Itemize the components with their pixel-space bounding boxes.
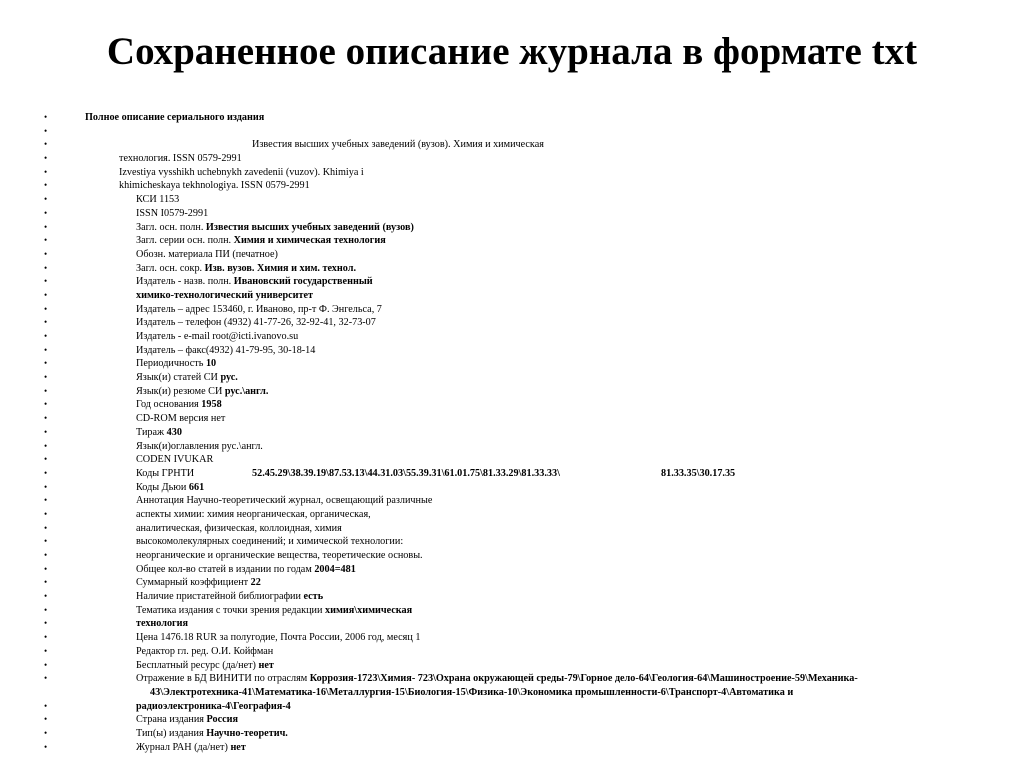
bullet-icon: •	[44, 153, 48, 164]
description-line	[0, 234, 1024, 248]
bullet-icon: •	[44, 207, 48, 218]
line-label: Издатель – телефон (4932) 41-77-26, 32-92-41, 32-73-07	[136, 317, 376, 329]
line-label: CODEN IVUKAR	[136, 454, 214, 466]
line-value: 52.45.29\38.39.19\87.53.13\44.31.03\55.39.31\61.01.75\81.33.29\81.33.33\	[252, 467, 560, 479]
line-text	[136, 193, 179, 207]
description-line	[0, 700, 1024, 714]
bullet-icon: •	[44, 289, 48, 300]
line-text	[136, 344, 315, 358]
description-line	[0, 426, 1024, 440]
bullet-icon: •	[44, 508, 48, 519]
bullet-icon: •	[44, 166, 48, 177]
line-text	[136, 713, 238, 727]
line-label: Известия высших учебных заведений (вузов). Химия и химическая	[252, 139, 544, 151]
line-value: 1958	[201, 399, 222, 411]
line-text	[136, 289, 313, 303]
description-line	[0, 453, 1024, 467]
bullet-icon: •	[44, 372, 48, 383]
bullet-icon: •	[44, 618, 48, 629]
line-text	[136, 303, 382, 317]
line-label: Отражение в БД ВИНИТИ по отраслям	[136, 673, 310, 685]
description-line	[0, 494, 1024, 508]
line-value: Полное описание сериального издания	[85, 112, 265, 123]
bullet-icon: •	[44, 645, 48, 656]
description-line	[0, 522, 1024, 536]
bullet-icon: •	[44, 577, 48, 588]
line-value: 430	[166, 426, 182, 438]
line-label: технология. ISSN 0579-2991	[119, 153, 242, 165]
bullet-icon: •	[44, 248, 48, 259]
line-text	[136, 453, 213, 467]
line-value: 43\Электротехника-41\Математика-16\Металлургия-15\Биология-15\Физика-10\Экономика промышленности-6\Транспорт-4\Автоматика и	[150, 686, 794, 698]
description-line	[0, 111, 1024, 125]
line-label: неорганические и органические вещества, теоретические основы.	[136, 550, 423, 561]
description-list	[0, 111, 1024, 754]
description-line	[0, 659, 1024, 673]
line-label: Наличие пристатейной библиографии	[136, 591, 304, 603]
line-value: рус.	[220, 372, 238, 384]
line-text	[136, 617, 188, 631]
description-line	[0, 481, 1024, 495]
bullet-icon: •	[44, 454, 48, 465]
description-line	[0, 398, 1024, 412]
line-text	[150, 686, 793, 700]
line-value: нет	[258, 659, 274, 671]
line-text	[136, 481, 204, 495]
line-text	[136, 741, 246, 755]
line-value: есть	[303, 591, 324, 603]
bullet-icon: •	[44, 413, 48, 424]
bullet-icon: •	[44, 714, 48, 725]
description-line	[0, 713, 1024, 727]
line-text	[85, 111, 264, 125]
bullet-icon: •	[44, 673, 48, 684]
line-label: Редактор гл. ред. О.И. Койфман	[136, 645, 274, 657]
bullet-icon: •	[44, 727, 48, 738]
line-text	[136, 316, 376, 330]
line-value: 22	[250, 577, 261, 589]
line-label: Общее кол-во статей в издании по годам	[136, 563, 315, 575]
page-title: Сохраненное описание журнала в формате txt	[106, 30, 918, 73]
bullet-icon: •	[44, 604, 48, 615]
description-line	[0, 440, 1024, 454]
description-line	[0, 535, 1024, 549]
bullet-icon: •	[44, 303, 48, 314]
line-label: Обозн. материала ПИ (печатное)	[136, 248, 278, 260]
bullet-icon: •	[44, 344, 48, 355]
bullet-icon: •	[44, 591, 48, 602]
line-label: Издатель – адрес 153460, г. Иваново, пр-т Ф. Энгельса, 7	[136, 303, 382, 315]
description-line	[0, 727, 1024, 741]
description-line	[0, 248, 1024, 262]
line-text	[136, 522, 342, 536]
line-text	[136, 385, 268, 399]
bullet-icon: •	[44, 276, 48, 287]
line-text	[136, 262, 356, 276]
bullet-icon: •	[44, 563, 48, 574]
line-label: Журнал РАН (да/нет)	[136, 741, 231, 753]
description-line	[0, 412, 1024, 426]
description-line	[0, 303, 1024, 317]
line-text	[136, 700, 291, 714]
line-label: khimicheskaya tekhnologiya. ISSN 0579-2991	[119, 180, 310, 192]
line-text	[136, 535, 403, 549]
line-value: рус.\англ.	[224, 385, 269, 397]
line-text	[136, 357, 216, 371]
line-label: Бесплатный ресурс (да/нет)	[136, 659, 259, 671]
line-value: нет	[230, 741, 246, 753]
bullet-icon: •	[44, 194, 48, 205]
bullet-icon: •	[44, 522, 48, 533]
line-text	[119, 166, 364, 180]
line-value: Россия	[206, 714, 239, 726]
line-label: Язык(и) резюме СИ	[136, 385, 225, 397]
line-label: аналитическая, физическая, коллоидная, химия	[136, 522, 342, 534]
line-text	[119, 179, 310, 193]
bullet-icon: •	[44, 659, 48, 670]
description-line	[0, 371, 1024, 385]
description-line	[0, 604, 1024, 618]
bullet-icon: •	[44, 331, 48, 341]
description-line	[0, 221, 1024, 235]
description-line	[0, 262, 1024, 276]
line-label: Страна издания	[136, 714, 207, 726]
line-label: Коды Дьюи	[136, 481, 189, 493]
description-line	[0, 590, 1024, 604]
line-text	[136, 440, 263, 454]
description-line	[0, 316, 1024, 330]
description-line	[0, 207, 1024, 221]
bullet-icon: •	[44, 536, 48, 547]
description-line	[0, 645, 1024, 659]
description-line	[0, 508, 1024, 522]
line-text	[136, 659, 274, 673]
line-label: Суммарный коэффициент	[136, 577, 251, 589]
bullet-icon: •	[44, 139, 48, 150]
line-label: ISSN I0579-2991	[136, 207, 209, 219]
line-text	[136, 248, 278, 262]
line-value: Химия и химическая технология	[233, 235, 386, 247]
line-text	[136, 549, 423, 563]
line-text	[136, 371, 238, 385]
line-value: 661	[188, 481, 205, 493]
bullet-icon: •	[44, 550, 48, 560]
line-value: Коррозия-1723\Химия- 723\Охрана окружающей среды-79\Горное дело-64\Геология-64\Машиностроение-59\Механика-	[309, 673, 858, 685]
line-label: Периодичность	[136, 358, 206, 370]
line-label: Izvestiya vysshikh uchebnykh zavedenii (vuzov). Khimiya i	[119, 166, 364, 178]
description-line	[0, 672, 1024, 686]
line-text	[136, 426, 182, 440]
bullet-icon: •	[44, 180, 48, 191]
bullet-icon: •	[44, 481, 48, 492]
line-label: Тип(ы) издания	[136, 727, 207, 739]
bullet-icon: •	[44, 440, 48, 451]
line-text	[136, 398, 222, 412]
bullet-icon: •	[44, 467, 48, 478]
bullet-icon: •	[44, 385, 48, 396]
line-text	[136, 672, 858, 686]
line-text	[136, 508, 371, 522]
line-text	[136, 494, 432, 508]
line-text	[136, 590, 323, 604]
bullet-icon: •	[44, 700, 48, 711]
description-line	[0, 193, 1024, 207]
line-label: высокомолекулярных соединений; и химической технологии:	[136, 536, 404, 548]
line-text	[136, 576, 261, 590]
bullet-icon: •	[44, 399, 48, 410]
line-text	[136, 563, 356, 577]
bullet-icon: •	[44, 317, 48, 328]
line-label: Аннотация Научно-теоретический журнал, освещающий различные	[136, 495, 433, 507]
line-label: Год основания	[136, 399, 202, 411]
line-label: Издатель - назв. полн.	[136, 276, 234, 288]
description-line	[0, 576, 1024, 590]
description-line	[0, 467, 1024, 481]
description-line	[0, 549, 1024, 563]
line-label: КСИ 1153	[136, 194, 180, 206]
line-text	[136, 604, 412, 618]
description-line	[0, 138, 1024, 152]
line-text	[136, 467, 194, 481]
description-line	[0, 631, 1024, 645]
description-line	[0, 275, 1024, 289]
line-label: CD-ROM версия нет	[136, 413, 226, 425]
line-label: Издатель - e-mail root@icti.ivanovo.su	[136, 331, 299, 342]
line-label: Цена 1476.18 RUR за полугодие, Почта России, 2006 год, месяц 1	[136, 632, 421, 644]
bullet-icon: •	[44, 495, 48, 506]
line-value: Известия высших учебных заведений (вузов)	[205, 221, 414, 233]
line-text	[136, 275, 373, 289]
line-text	[136, 727, 288, 741]
bullet-icon: •	[44, 358, 48, 369]
line-label: Тематика издания с точки зрения редакции	[136, 604, 325, 616]
line-text	[136, 234, 386, 248]
line-text	[252, 138, 544, 152]
line-value: химия\химическая	[325, 604, 413, 616]
bullet-icon: •	[44, 221, 48, 232]
description-line	[0, 330, 1024, 344]
line-value: радиоэлектроника-4\География-4	[136, 700, 291, 712]
line-value: 2004=481	[314, 563, 356, 575]
line-value: Ивановский государственный	[233, 276, 373, 288]
bullet-icon: •	[44, 426, 48, 437]
line-value: химико-технологический университет	[136, 289, 314, 301]
line-text	[136, 645, 273, 659]
description-line	[0, 686, 1024, 700]
line-label: Язык(и)оглавления рус.\англ.	[136, 440, 263, 452]
line-value: 81.33.35\30.17.35	[661, 467, 736, 479]
line-value: технология	[136, 618, 189, 630]
description-line	[0, 125, 1024, 139]
line-label: Язык(и) статей СИ	[136, 372, 221, 384]
line-text	[136, 412, 225, 426]
description-line	[0, 152, 1024, 166]
line-label: Издатель – факс(4932) 41-79-95, 30-18-14	[136, 344, 316, 356]
line-label: Загл. серии осн. полн.	[136, 235, 234, 247]
description-line	[0, 357, 1024, 371]
description-line	[0, 563, 1024, 577]
line-value: Научно-теоретич.	[206, 727, 288, 739]
line-label: Загл. осн. полн.	[136, 221, 206, 233]
line-text	[136, 221, 414, 235]
bullet-icon: •	[44, 235, 48, 246]
description-line	[0, 385, 1024, 399]
line-value: 10	[205, 358, 217, 370]
description-line	[0, 179, 1024, 193]
description-line	[0, 617, 1024, 631]
line-label: Загл. осн. сокр.	[136, 262, 205, 274]
line-text	[136, 207, 208, 221]
line-label: аспекты химии: химия неорганическая, органическая,	[136, 508, 371, 520]
description-line	[0, 166, 1024, 180]
bullet-icon: •	[44, 125, 48, 136]
description-line	[0, 289, 1024, 303]
description-line	[0, 741, 1024, 755]
line-label: Тираж	[136, 426, 167, 438]
description-line	[0, 344, 1024, 358]
bullet-icon: •	[44, 632, 48, 643]
bullet-icon: •	[44, 262, 48, 273]
bullet-icon: •	[44, 741, 48, 752]
line-text	[119, 152, 242, 166]
line-text	[136, 330, 298, 344]
line-value: Изв. вузов. Химия и хим. технол.	[204, 262, 356, 274]
line-label: Коды ГРНТИ	[136, 467, 195, 479]
line-text	[136, 631, 420, 645]
bullet-icon: •	[44, 112, 48, 122]
